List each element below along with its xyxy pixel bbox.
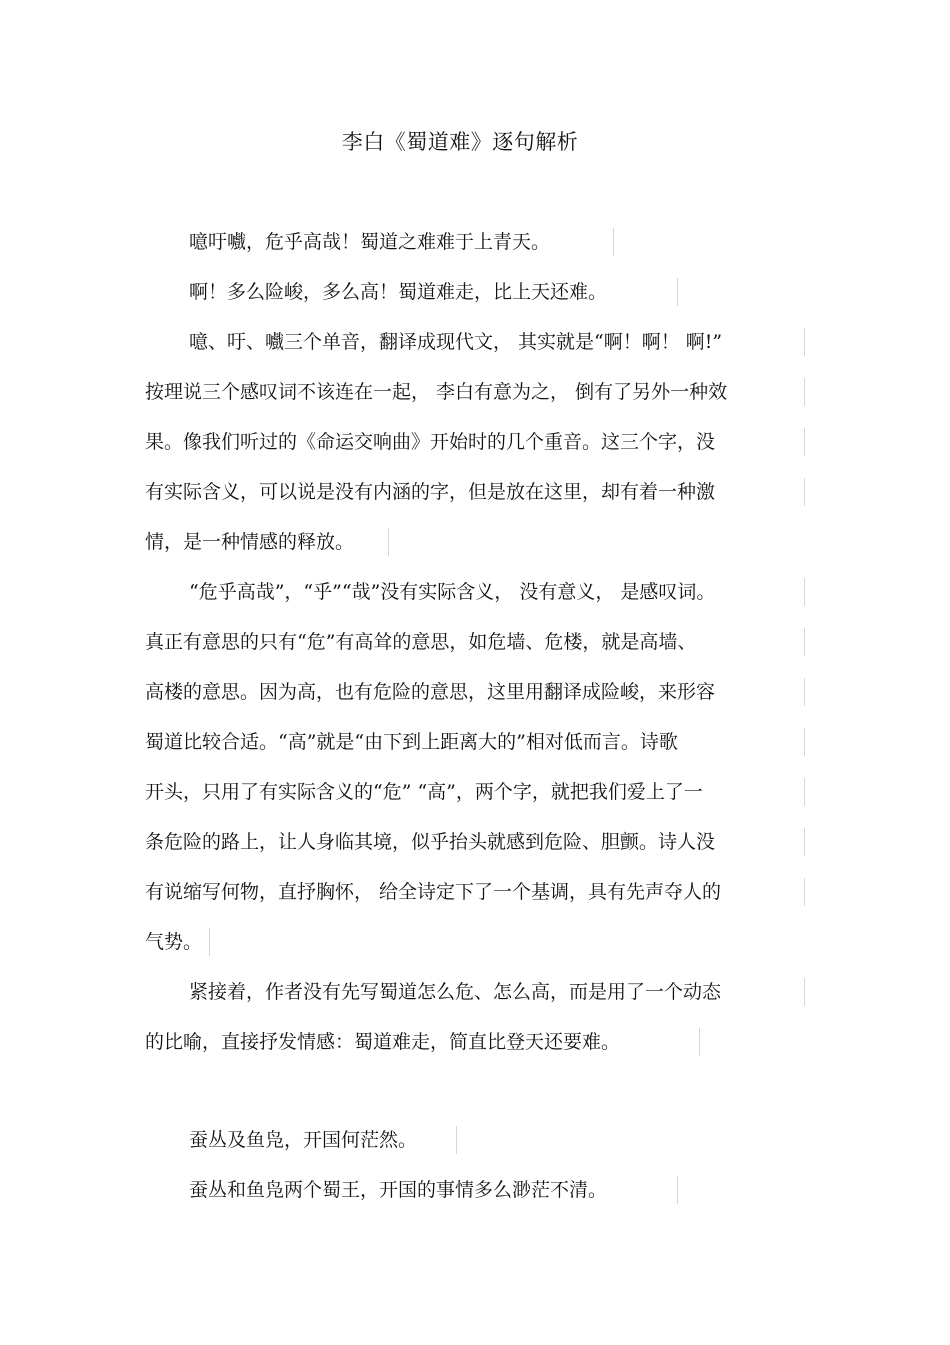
text-line: 按理说三个感叹词不该连在一起， 李白有意为之， 倒有了另外一种效 xyxy=(145,378,805,406)
text-line: 蚕丛及鱼凫，开国何茫然。 xyxy=(189,1126,457,1154)
text-line: 蜀道比较合适。“高”就是“由下到上距离大的”相对低而言。诗歌 xyxy=(145,728,805,756)
text-line: 情，是一种情感的释放。 xyxy=(145,528,389,556)
text-line: 气势。 xyxy=(145,928,210,956)
text-line: 有说缩写何物，直抒胸怀， 给全诗定下了一个基调，具有先声夺人的 xyxy=(145,878,805,906)
text-line: 噫、吁、嚱三个单音，翻译成现代文， 其实就是“啊！啊！ 啊!” xyxy=(189,328,805,356)
text-line: “危乎高哉”，“乎”“哉”没有实际含义， 没有意义， 是感叹词。 xyxy=(189,578,805,606)
text-line: 啊！多么险峻，多么高！蜀道难走，比上天还难。 xyxy=(189,278,678,306)
text-line: 噫吁嚱，危乎高哉！蜀道之难难于上青天。 xyxy=(189,228,614,256)
document-title: 李白《蜀道难》逐句解析 xyxy=(341,130,579,154)
text-line: 有实际含义，可以说是没有内涵的字，但是放在这里，却有着一种激 xyxy=(145,478,805,506)
text-line: 蚕丛和鱼凫两个蜀王，开国的事情多么渺茫不清。 xyxy=(189,1176,678,1204)
text-line: 果。像我们听过的《命运交响曲》开始时的几个重音。这三个字，没 xyxy=(145,428,805,456)
text-line: 条危险的路上，让人身临其境，似乎抬头就感到危险、胆颤。诗人没 xyxy=(145,828,805,856)
text-line: 真正有意思的只有“危”有高耸的意思，如危墙、危楼，就是高墙、 xyxy=(145,628,805,656)
text-line: 高楼的意思。因为高，也有危险的意思，这里用翻译成险峻，来形容 xyxy=(145,678,805,706)
text-line: 开头，只用了有实际含义的“危” “高”，两个字，就把我们爱上了一 xyxy=(145,778,805,806)
text-line: 紧接着，作者没有先写蜀道怎么危、怎么高，而是用了一个动态 xyxy=(189,978,805,1006)
text-line: 的比喻，直接抒发情感：蜀道难走，简直比登天还要难。 xyxy=(145,1028,700,1056)
